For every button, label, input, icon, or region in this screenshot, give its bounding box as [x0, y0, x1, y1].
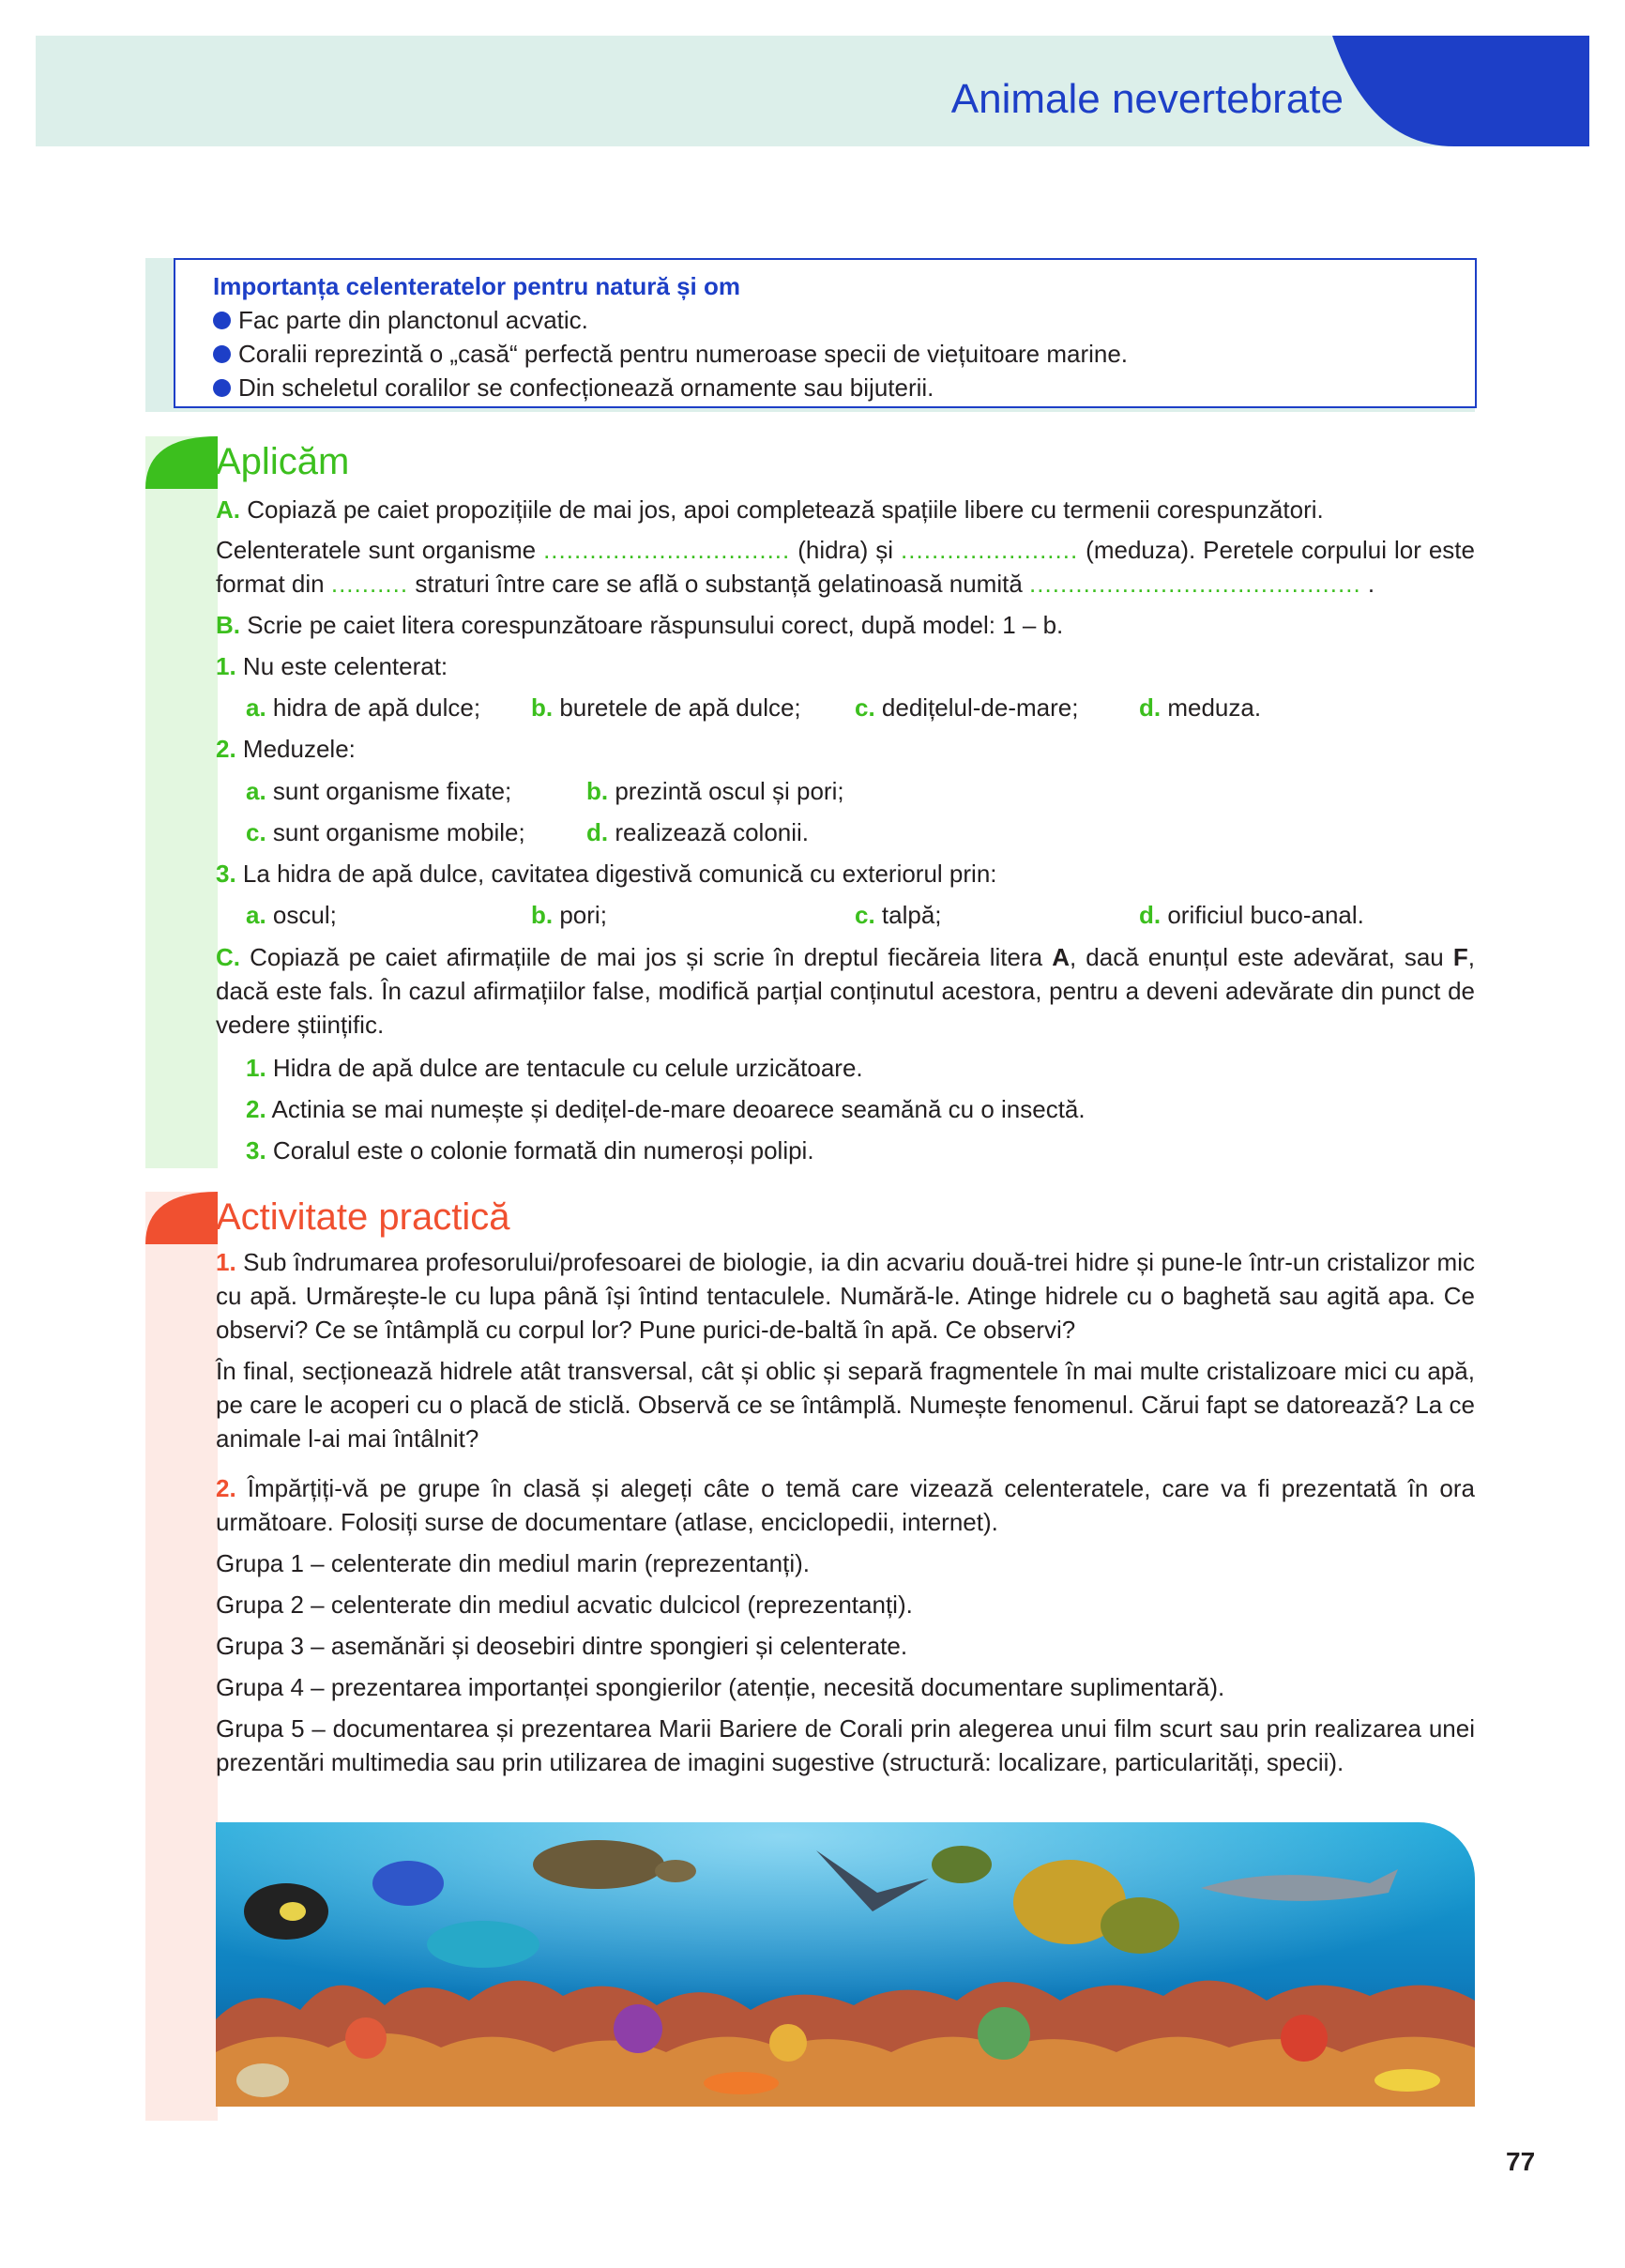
- activity-paragraph-1b: În final, secționează hidrele atât transversal, cât și oblic și separă fragmentele în mai multe cristalizoare mici cu apă, pe care le acoperi cu o placă de sticlă. Observă ce se întâmplă. Numește fenomenul. Cărui fapt se datorează? La ce animale l-ai mai întâlnit?: [216, 1357, 1475, 1453]
- group-item: Grupa 5 – documentarea și prezentarea Marii Bariere de Corali prin alegerea unui film scurt sau prin realizarea unei prezentări multimedia sau prin utilizarea de imagini sugestive (structură: localizare, particularități, specii).: [216, 1714, 1475, 1776]
- activitate-tab-shape: [145, 1192, 218, 1244]
- option: c. sunt organisme mobile;: [246, 818, 525, 846]
- page-header-title: Animale nevertebrate: [950, 76, 1344, 122]
- aplicam-tab-shape: [145, 436, 218, 489]
- activity-paragraph-1: 1. Sub îndrumarea profesorului/profesoarei de biologie, ia din acvariu două-trei hidre și pune-le într-un cristalizor mic cu apă. Urmărește-le cu lupa până își întind tentaculele. Numără-le. Atinge hidrele cu o baghetă sau agită apa. Ce observi? Ce se întâmplă cu corpul lor? Pune purici-de-baltă în apă. Ce observi?: [216, 1248, 1475, 1344]
- question-2: 2. Meduzele:: [216, 735, 356, 763]
- importance-item: Din scheletul coralilor se confecționează ornamente sau bijuterii.: [213, 371, 1437, 404]
- header-accent-shape: [1332, 36, 1589, 146]
- option: c. dedițelul-de-mare;: [855, 693, 1079, 722]
- group-item: Grupa 3 – asemănări și deosebiri dintre spongieri și celenterate.: [216, 1632, 908, 1660]
- option: a. hidra de apă dulce;: [246, 693, 481, 722]
- exercise-a-instruction: A. Copiază pe caiet propozițiile de mai jos, apoi completează spațiile libere cu termenii corespunzători.: [216, 495, 1324, 524]
- option: d. meduza.: [1139, 693, 1262, 722]
- question-1: 1. Nu este celenterat:: [216, 652, 448, 680]
- statement-3: 3. Coralul este o colonie formată din numeroși polipi.: [246, 1136, 814, 1164]
- blank-1: ................................: [543, 536, 791, 564]
- option: b. pori;: [531, 901, 607, 929]
- blank-3: ..........: [330, 570, 409, 598]
- importance-item: Coralii reprezintă o „casă“ perfectă pentru numeroase specii de viețuitoare marine.: [213, 337, 1437, 371]
- option: b. prezintă oscul și pori;: [586, 777, 844, 805]
- exercise-b-instruction: B. Scrie pe caiet litera corespunzătoare răspunsului corect, după model: 1 – b.: [216, 611, 1064, 639]
- bullet-icon: [213, 379, 231, 397]
- bullet-icon: [213, 312, 231, 329]
- group-item: Grupa 2 – celenterate din mediul acvatic dulcicol (reprezentanți).: [216, 1591, 913, 1619]
- option: d. orificiul buco-anal.: [1139, 901, 1364, 929]
- bullet-icon: [213, 345, 231, 363]
- exercise-c-instruction: C. Copiază pe caiet afirmațiile de mai jos și scrie în dreptul fiecăreia litera A, dacă enunțul este adevărat, sau F, dacă este fals. În cazul afirmațiilor false, modifică parțial conținutul acestora, pentru a deveni adevărate din punct de vedere științific.: [216, 943, 1475, 1039]
- page-number: 77: [1506, 2147, 1536, 2176]
- activitate-side-band: [145, 1192, 218, 2121]
- blank-2: .......................: [901, 536, 1079, 564]
- option: c. talpă;: [855, 901, 942, 929]
- group-item: Grupa 4 – prezentarea importanței spongierilor (atenție, necesită documentare suplimentară).: [216, 1673, 1225, 1701]
- group-item: Grupa 1 – celenterate din mediul marin (reprezentanți).: [216, 1549, 810, 1577]
- option: d. realizează colonii.: [586, 818, 810, 846]
- importance-title: Importanța celenteratelor pentru natură și om: [213, 272, 741, 300]
- aplicam-side-band: [145, 436, 218, 1168]
- coral-reef-image: [216, 1822, 1475, 2107]
- question-3: 3. La hidra de apă dulce, cavitatea digestivă comunică cu exteriorul prin:: [216, 860, 997, 888]
- blank-4: ...........................................: [1029, 570, 1361, 598]
- exercise-a-text: Celenteratele sunt organisme ................................ (hidra) și ....................... (meduza). Peretele corpului lor este format din .......... straturi între care se află o substanță gelatinoasă numită ........................................... .: [216, 536, 1475, 598]
- aplicam-title: Aplicăm: [216, 441, 350, 482]
- statement-2: 2. Actinia se mai numește și dedițel-de-mare deoarece seamănă cu o insectă.: [246, 1095, 1086, 1123]
- importance-item: Fac parte din planctonul acvatic.: [213, 303, 1437, 337]
- option: a. sunt organisme fixate;: [246, 777, 512, 805]
- activity-paragraph-2: 2. Împărțiți-vă pe grupe în clasă și alegeți câte o temă care vizează celenteratele, care va fi prezentată în ora următoare. Folosiți surse de documentare (atlase, enciclopedii, internet).: [216, 1474, 1475, 1536]
- option: a. oscul;: [246, 901, 337, 929]
- activitate-title: Activitate practică: [216, 1196, 510, 1238]
- statement-1: 1. Hidra de apă dulce are tentacule cu celule urzicătoare.: [246, 1054, 863, 1082]
- importance-box: [174, 258, 1477, 408]
- option: b. buretele de apă dulce;: [531, 693, 801, 722]
